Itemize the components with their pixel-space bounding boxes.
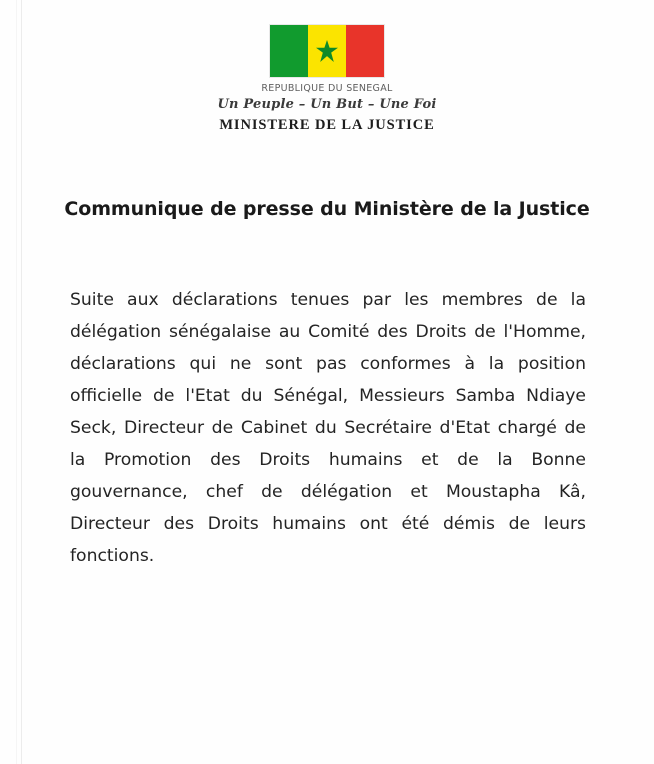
ministry-name: MINISTERE DE LA JUSTICE bbox=[219, 117, 435, 133]
letterhead bbox=[0, 24, 654, 134]
press-release-body: Suite aux déclarations tenues par les membres de la délégation sénégalaise au Comité des Droits de l'Homme, déclarations qui ne sont pas conformes à la position officielle de l'Etat du Sénégal, Messieurs Samba Ndiaye Seck, Directeur de Cabinet du Secrétaire d'Etat chargé de la Promotion des Droits humains et de la Bonne gouvernance, chef de délégation et Moustapha Kâ, Directeur des Droits humains ont été démis de leurs fonctions. bbox=[70, 290, 586, 566]
flag-band-red bbox=[346, 25, 384, 77]
national-motto: Un Peuple – Un But – Une Foi bbox=[217, 97, 437, 112]
flag-band-green bbox=[270, 25, 308, 77]
republic-name: REPUBLIQUE DU SENEGAL bbox=[261, 83, 393, 94]
flag-band-yellow bbox=[308, 25, 346, 77]
flag-star-icon bbox=[316, 40, 338, 62]
senegal-flag-icon bbox=[269, 24, 385, 78]
page-title: Communique de presse du Ministère de la Justice bbox=[64, 198, 590, 220]
